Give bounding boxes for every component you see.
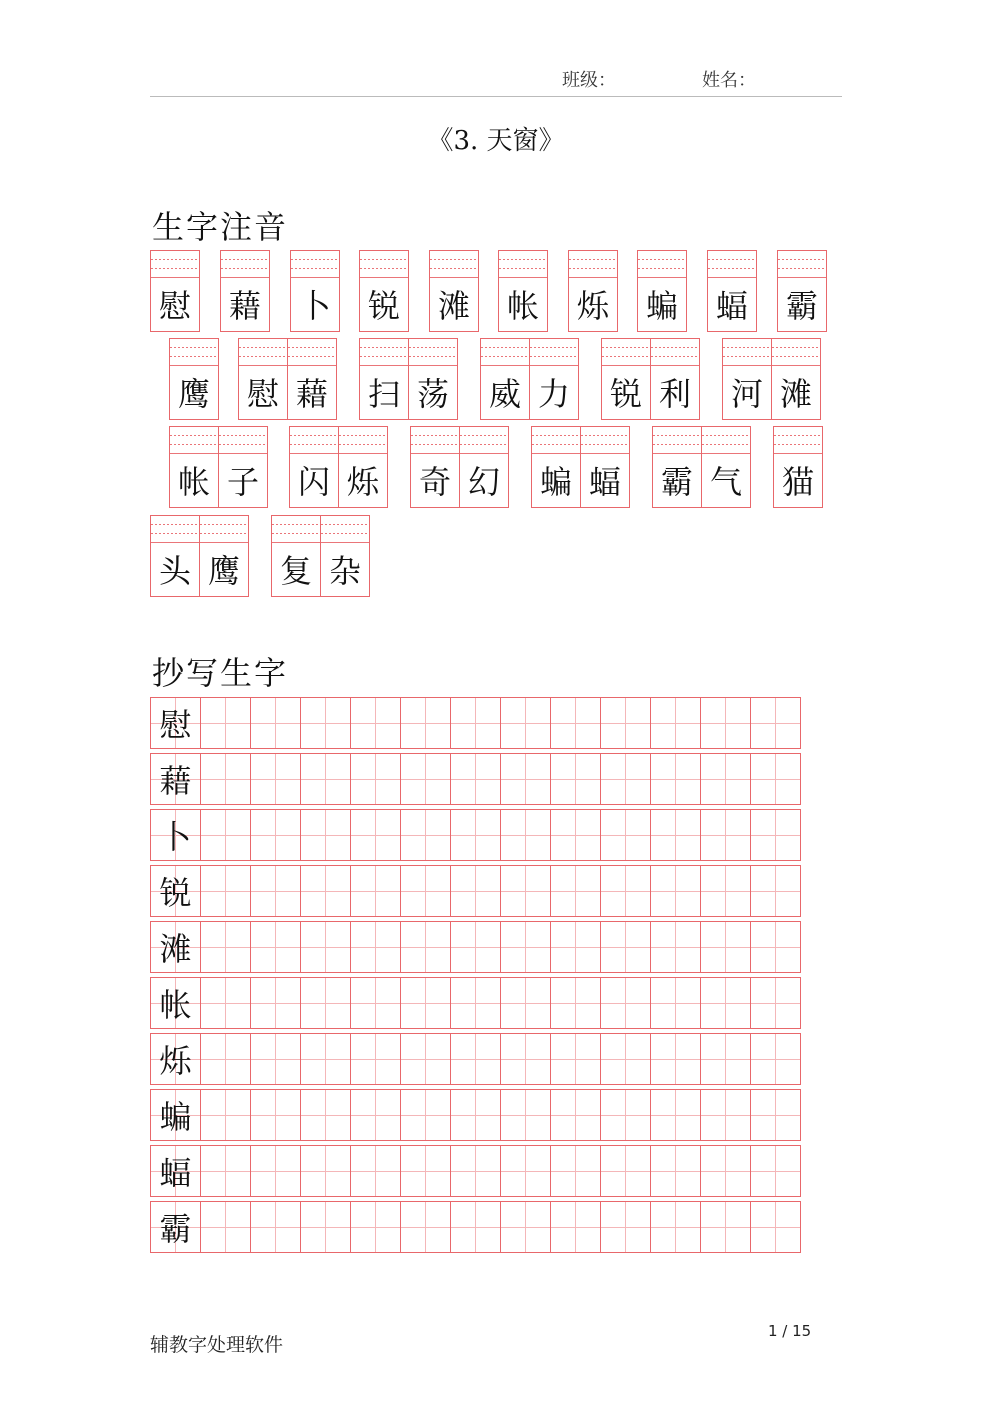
hanzi-character: 复 [279, 552, 312, 590]
model-character: 烁 [150, 1033, 201, 1085]
pinyin-cell [220, 250, 270, 332]
pinyin-cell [580, 426, 630, 508]
writing-cell[interactable] [550, 1145, 601, 1197]
pinyin-cell [169, 426, 219, 508]
copy-row [150, 753, 818, 805]
writing-cell[interactable] [550, 921, 601, 973]
hanzi-character: 霸 [660, 463, 693, 501]
writing-cell[interactable] [250, 809, 301, 861]
pinyin-cell [238, 338, 288, 420]
pinyin-blank[interactable] [581, 427, 629, 454]
pinyin-word-unit [169, 426, 268, 508]
writing-cell[interactable] [700, 977, 751, 1029]
hanzi-character: 帐 [177, 463, 210, 501]
pinyin-cell [150, 515, 200, 597]
writing-cell[interactable] [300, 753, 351, 805]
writing-cell[interactable] [750, 697, 801, 749]
writing-cell[interactable] [400, 753, 451, 805]
writing-cell[interactable] [400, 1201, 451, 1253]
writing-cell[interactable] [400, 865, 451, 917]
pinyin-blank[interactable] [569, 251, 617, 278]
pinyin-word-unit [707, 250, 757, 332]
copy-row [150, 865, 818, 917]
hanzi-character: 蝙 [645, 287, 678, 325]
copy-writing-grid [150, 697, 818, 1257]
writing-cell[interactable] [300, 865, 351, 917]
writing-cell[interactable] [650, 809, 701, 861]
hanzi-character: 扫 [367, 375, 400, 413]
hanzi-character: 河 [730, 375, 763, 413]
writing-cell[interactable] [750, 1145, 801, 1197]
pinyin-blank[interactable] [291, 251, 339, 278]
pinyin-blank[interactable] [272, 516, 320, 543]
pinyin-word-unit [220, 250, 270, 332]
writing-cell[interactable] [300, 809, 351, 861]
writing-cell[interactable] [300, 1201, 351, 1253]
writing-cell[interactable] [500, 1201, 551, 1253]
pinyin-cell [773, 426, 823, 508]
writing-cell[interactable] [750, 1033, 801, 1085]
writing-cell[interactable] [750, 865, 801, 917]
writing-cell[interactable] [450, 1033, 501, 1085]
pinyin-blank[interactable] [638, 251, 686, 278]
writing-cell[interactable] [700, 697, 751, 749]
pinyin-word-unit [238, 338, 337, 420]
pinyin-cell [289, 426, 339, 508]
writing-cell[interactable] [300, 1089, 351, 1141]
writing-cell[interactable] [550, 1201, 601, 1253]
pinyin-blank[interactable] [151, 516, 199, 543]
pinyin-word-unit [722, 338, 821, 420]
copy-row [150, 697, 818, 749]
writing-cell[interactable] [250, 697, 301, 749]
writing-cell[interactable] [550, 697, 601, 749]
model-character: 霸 [150, 1201, 201, 1253]
writing-cell[interactable] [350, 1145, 401, 1197]
writing-cell[interactable] [250, 753, 301, 805]
writing-cell[interactable] [200, 809, 251, 861]
pinyin-blank[interactable] [200, 516, 248, 543]
writing-cell[interactable] [400, 809, 451, 861]
hanzi-character: 鹰 [177, 375, 210, 413]
writing-cell[interactable] [300, 697, 351, 749]
writing-cell[interactable] [300, 1145, 351, 1197]
pinyin-word-unit [531, 426, 630, 508]
hanzi-character: 霸 [785, 287, 818, 325]
pinyin-blank[interactable] [530, 339, 578, 366]
pinyin-blank[interactable] [774, 427, 822, 454]
hanzi-character: 慰 [158, 287, 191, 325]
writing-cell[interactable] [250, 921, 301, 973]
writing-cell[interactable] [450, 697, 501, 749]
pinyin-blank[interactable] [360, 339, 408, 366]
writing-cell[interactable] [650, 753, 701, 805]
writing-cell[interactable] [600, 1201, 651, 1253]
pinyin-blank[interactable] [651, 339, 699, 366]
pinyin-word-unit [289, 426, 388, 508]
pinyin-cell [287, 338, 337, 420]
writing-cell[interactable] [250, 1201, 301, 1253]
writing-cell[interactable] [700, 753, 751, 805]
writing-cell[interactable] [500, 809, 551, 861]
name-label: 姓名： [702, 70, 756, 91]
pinyin-cell [652, 426, 702, 508]
writing-cell[interactable] [550, 1089, 601, 1141]
writing-cell[interactable] [600, 921, 651, 973]
pinyin-cell [529, 338, 579, 420]
writing-cell[interactable] [200, 697, 251, 749]
copy-row [150, 809, 818, 861]
writing-cell[interactable] [500, 977, 551, 1029]
section-title-pinyin: 生字注音 [152, 208, 289, 246]
hanzi-character: 烁 [346, 463, 379, 501]
model-character: 帐 [150, 977, 201, 1029]
writing-cell[interactable] [700, 1201, 751, 1253]
page-number: 1 / 15 [768, 1322, 812, 1340]
pinyin-word-unit [150, 515, 249, 597]
writing-cell[interactable] [500, 1089, 551, 1141]
writing-cell[interactable] [500, 921, 551, 973]
writing-cell[interactable] [750, 809, 801, 861]
pinyin-blank[interactable] [430, 251, 478, 278]
pinyin-cell [150, 250, 200, 332]
pinyin-word-unit [290, 250, 340, 332]
writing-cell[interactable] [250, 977, 301, 1029]
writing-cell[interactable] [750, 753, 801, 805]
pinyin-cell [359, 250, 409, 332]
writing-cell[interactable] [400, 1145, 451, 1197]
hanzi-character: 蝙 [539, 463, 572, 501]
hanzi-character: 鹰 [207, 552, 240, 590]
copy-row [150, 977, 818, 1029]
pinyin-blank[interactable] [239, 339, 287, 366]
writing-cell[interactable] [350, 697, 401, 749]
writing-cell[interactable] [400, 1089, 451, 1141]
header-divider [150, 96, 842, 97]
copy-row [150, 921, 818, 973]
pinyin-word-unit [271, 515, 370, 597]
pinyin-blank[interactable] [151, 251, 199, 278]
copy-row [150, 1201, 818, 1253]
writing-cell[interactable] [500, 697, 551, 749]
hanzi-character: 锐 [367, 287, 400, 325]
hanzi-character: 杂 [328, 552, 361, 590]
writing-cell[interactable] [450, 753, 501, 805]
pinyin-blank[interactable] [772, 339, 820, 366]
pinyin-word-unit [773, 426, 823, 508]
writing-cell[interactable] [500, 865, 551, 917]
hanzi-character: 卜 [298, 287, 331, 325]
pinyin-cell [480, 338, 530, 420]
writing-cell[interactable] [450, 1089, 501, 1141]
writing-cell[interactable] [650, 977, 701, 1029]
hanzi-character: 幻 [467, 463, 500, 501]
writing-cell[interactable] [650, 865, 701, 917]
pinyin-cell [359, 338, 409, 420]
writing-cell[interactable] [200, 977, 251, 1029]
hanzi-character: 滩 [779, 375, 812, 413]
pinyin-cell [271, 515, 321, 597]
pinyin-cell [777, 250, 827, 332]
footer-software-name: 辅教字处理软件 [150, 1334, 284, 1356]
hanzi-character: 蝠 [588, 463, 621, 501]
pinyin-blank[interactable] [723, 339, 771, 366]
writing-cell[interactable] [550, 809, 601, 861]
pinyin-blank[interactable] [460, 427, 508, 454]
model-character: 蝙 [150, 1089, 201, 1141]
pinyin-blank[interactable] [288, 339, 336, 366]
writing-cell[interactable] [650, 1201, 701, 1253]
writing-cell[interactable] [700, 1145, 751, 1197]
writing-cell[interactable] [350, 1033, 401, 1085]
writing-cell[interactable] [200, 1033, 251, 1085]
writing-cell[interactable] [400, 977, 451, 1029]
pinyin-cell [218, 426, 268, 508]
hanzi-character: 荡 [416, 375, 449, 413]
writing-cell[interactable] [650, 921, 701, 973]
pinyin-cell [459, 426, 509, 508]
writing-cell[interactable] [600, 753, 651, 805]
pinyin-word-unit [637, 250, 687, 332]
writing-cell[interactable] [400, 697, 451, 749]
writing-cell[interactable] [650, 697, 701, 749]
writing-cell[interactable] [600, 697, 651, 749]
pinyin-word-unit [601, 338, 700, 420]
writing-cell[interactable] [700, 865, 751, 917]
writing-cell[interactable] [500, 1033, 551, 1085]
pinyin-word-unit [568, 250, 618, 332]
pinyin-word-unit [652, 426, 751, 508]
writing-cell[interactable] [600, 1033, 651, 1085]
writing-cell[interactable] [400, 921, 451, 973]
pinyin-word-unit [777, 250, 827, 332]
writing-cell[interactable] [250, 1089, 301, 1141]
writing-cell[interactable] [550, 977, 601, 1029]
model-character: 藉 [150, 753, 201, 805]
copy-row [150, 1145, 818, 1197]
writing-cell[interactable] [700, 1089, 751, 1141]
writing-cell[interactable] [350, 1089, 401, 1141]
writing-cell[interactable] [200, 1145, 251, 1197]
writing-cell[interactable] [650, 1089, 701, 1141]
hanzi-character: 蝠 [715, 287, 748, 325]
writing-cell[interactable] [350, 865, 401, 917]
writing-cell[interactable] [450, 809, 501, 861]
writing-cell[interactable] [500, 1145, 551, 1197]
pinyin-cell [410, 426, 460, 508]
writing-cell[interactable] [700, 921, 751, 973]
model-character: 蝠 [150, 1145, 201, 1197]
writing-cell[interactable] [300, 1033, 351, 1085]
hanzi-character: 慰 [246, 375, 279, 413]
pinyin-cell [199, 515, 249, 597]
hanzi-character: 藉 [295, 375, 328, 413]
writing-cell[interactable] [600, 809, 651, 861]
writing-cell[interactable] [200, 1201, 251, 1253]
pinyin-blank[interactable] [360, 251, 408, 278]
writing-cell[interactable] [550, 1033, 601, 1085]
pinyin-cell [637, 250, 687, 332]
hanzi-character: 藉 [228, 287, 261, 325]
hanzi-character: 锐 [609, 375, 642, 413]
pinyin-cell [722, 338, 772, 420]
pinyin-word-unit [498, 250, 548, 332]
pinyin-blank[interactable] [481, 339, 529, 366]
pinyin-word-unit [150, 250, 200, 332]
writing-cell[interactable] [350, 753, 401, 805]
pinyin-cell [169, 338, 219, 420]
copy-row [150, 1033, 818, 1085]
pinyin-word-unit [359, 250, 409, 332]
pinyin-word-unit [410, 426, 509, 508]
pinyin-blank[interactable] [409, 339, 457, 366]
model-character: 锐 [150, 865, 201, 917]
pinyin-cell [568, 250, 618, 332]
writing-cell[interactable] [650, 1145, 701, 1197]
hanzi-character: 闪 [297, 463, 330, 501]
pinyin-blank[interactable] [170, 339, 218, 366]
writing-cell[interactable] [750, 1201, 801, 1253]
pinyin-blank[interactable] [708, 251, 756, 278]
section-title-copy: 抄写生字 [152, 654, 289, 692]
writing-cell[interactable] [650, 1033, 701, 1085]
writing-cell[interactable] [550, 865, 601, 917]
hanzi-character: 利 [658, 375, 691, 413]
pinyin-blank[interactable] [219, 427, 267, 454]
writing-cell[interactable] [500, 753, 551, 805]
writing-cell[interactable] [400, 1033, 451, 1085]
pinyin-cell [650, 338, 700, 420]
writing-cell[interactable] [250, 1145, 301, 1197]
pinyin-blank[interactable] [532, 427, 580, 454]
pinyin-blank[interactable] [778, 251, 826, 278]
hanzi-character: 威 [488, 375, 521, 413]
pinyin-cell [771, 338, 821, 420]
writing-cell[interactable] [550, 753, 601, 805]
class-label: 班级： [562, 70, 616, 91]
writing-cell[interactable] [300, 921, 351, 973]
hanzi-character: 烁 [576, 287, 609, 325]
writing-cell[interactable] [250, 865, 301, 917]
writing-cell[interactable] [450, 865, 501, 917]
writing-cell[interactable] [700, 1033, 751, 1085]
pinyin-cell [701, 426, 751, 508]
copy-row [150, 1089, 818, 1141]
model-character: 滩 [150, 921, 201, 973]
hanzi-character: 力 [537, 375, 570, 413]
writing-cell[interactable] [600, 865, 651, 917]
pinyin-cell [290, 250, 340, 332]
hanzi-character: 子 [226, 463, 259, 501]
pinyin-blank[interactable] [653, 427, 701, 454]
writing-cell[interactable] [750, 1089, 801, 1141]
pinyin-blank[interactable] [499, 251, 547, 278]
pinyin-cell [429, 250, 479, 332]
writing-cell[interactable] [600, 1089, 651, 1141]
pinyin-cell [601, 338, 651, 420]
pinyin-blank[interactable] [339, 427, 387, 454]
pinyin-blank[interactable] [170, 427, 218, 454]
pinyin-blank[interactable] [290, 427, 338, 454]
pinyin-cell [707, 250, 757, 332]
pinyin-blank[interactable] [702, 427, 750, 454]
writing-cell[interactable] [450, 1201, 501, 1253]
hanzi-character: 滩 [437, 287, 470, 325]
writing-cell[interactable] [250, 1033, 301, 1085]
pinyin-word-unit [480, 338, 579, 420]
pinyin-blank[interactable] [411, 427, 459, 454]
writing-cell[interactable] [200, 921, 251, 973]
writing-cell[interactable] [300, 977, 351, 1029]
writing-cell[interactable] [750, 977, 801, 1029]
pinyin-blank[interactable] [221, 251, 269, 278]
model-character: 慰 [150, 697, 201, 749]
writing-cell[interactable] [200, 865, 251, 917]
pinyin-word-unit [429, 250, 479, 332]
pinyin-blank[interactable] [602, 339, 650, 366]
pinyin-blank[interactable] [321, 516, 369, 543]
pinyin-cell [338, 426, 388, 508]
writing-cell[interactable] [350, 1201, 401, 1253]
writing-cell[interactable] [350, 977, 401, 1029]
pinyin-cell [408, 338, 458, 420]
writing-cell[interactable] [600, 977, 651, 1029]
model-character: 卜 [150, 809, 201, 861]
writing-cell[interactable] [350, 809, 401, 861]
writing-cell[interactable] [200, 1089, 251, 1141]
hanzi-character: 头 [158, 552, 191, 590]
writing-cell[interactable] [750, 921, 801, 973]
pinyin-word-unit [169, 338, 219, 420]
hanzi-character: 气 [709, 463, 742, 501]
writing-cell[interactable] [700, 809, 751, 861]
pinyin-word-unit [359, 338, 458, 420]
pinyin-cell [498, 250, 548, 332]
writing-cell[interactable] [350, 921, 401, 973]
page-title: 《3. 天窗》 [427, 126, 565, 156]
writing-cell[interactable] [200, 753, 251, 805]
hanzi-character: 猫 [781, 463, 814, 501]
writing-cell[interactable] [600, 1145, 651, 1197]
writing-cell[interactable] [450, 1145, 501, 1197]
pinyin-cell [320, 515, 370, 597]
pinyin-cell [531, 426, 581, 508]
writing-cell[interactable] [450, 921, 501, 973]
hanzi-character: 帐 [506, 287, 539, 325]
writing-cell[interactable] [450, 977, 501, 1029]
hanzi-character: 奇 [418, 463, 451, 501]
